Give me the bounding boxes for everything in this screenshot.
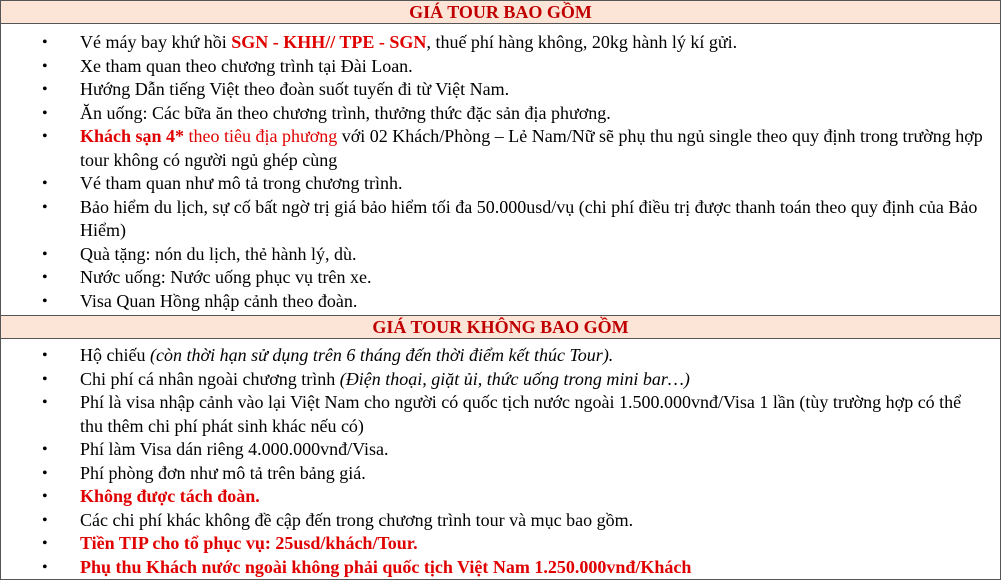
included-item-text: Xe tham quan theo chương trình tại Đài Loan. (80, 55, 413, 76)
bullet-icon: • (42, 347, 48, 364)
bullet-icon: • (42, 535, 48, 552)
bullet-icon: • (42, 488, 48, 505)
included-section (0, 24, 1001, 315)
included-item-text: Nước uống: Nước uống phục vụ trên xe. (80, 267, 372, 287)
included-item-text: Vé tham quan như mô tả trong chương trình. (80, 173, 403, 193)
excluded-item-text: Các chi phí khác không đề cập đến trong chương trình tour và mục bao gồm. (80, 509, 634, 530)
included-item (1, 172, 1000, 196)
excluded-item (1, 438, 1000, 462)
included-item-text: Hướng Dẫn tiếng Việt theo đoàn suốt tuyến đi từ Việt Nam. (80, 79, 510, 99)
included-title: GIÁ TOUR BAO GỒM (409, 1, 592, 22)
excluded-item (1, 462, 1000, 486)
excluded-item-text: Chi phí cá nhân ngoài chương trình (80, 368, 340, 389)
bullet-icon: • (42, 292, 48, 310)
bullet-icon: • (42, 175, 48, 192)
excluded-item (1, 368, 1000, 392)
excluded-item (1, 391, 1000, 438)
bullet-icon: • (42, 511, 48, 529)
excluded-section (0, 339, 1001, 580)
excluded-item (1, 344, 1000, 368)
excluded-item-text: Phí phòng đơn như mô tả trên bảng giá. (80, 462, 366, 483)
excluded-item (1, 485, 1000, 509)
included-item (1, 243, 1000, 267)
excluded-item-text: Phí làm Visa dán riêng 4.000.000vnđ/Visa. (80, 439, 389, 459)
included-item-text: với 02 Khách/Phòng – Lẻ Nam/Nữ sẽ phụ thu ngủ single theo quy định trong trường hợp tour không có người ngủ ghép cùng (80, 126, 983, 170)
included-header (0, 0, 1001, 24)
excluded-item (1, 532, 1000, 556)
excluded-item-text: Hộ chiếu (80, 345, 150, 365)
excluded-item-text: Tiền TIP cho tổ phục vụ: 25usd/khách/Tour. (80, 533, 418, 553)
bullet-icon: • (42, 394, 48, 411)
included-item (1, 102, 1000, 126)
included-item (1, 78, 1000, 102)
included-item-text: Khách sạn 4* (80, 126, 185, 146)
excluded-item-text: Phí là visa nhập cảnh vào lại Việt Nam cho người có quốc tịch nước ngoài 1.500.000vnđ/Visa 1 lần (tùy trường hợp có thể thu thêm chi phí phát sinh khác nếu có) (80, 392, 962, 436)
included-item-text: , thuế phí hàng không, 20kg hành lý kí gửi. (426, 32, 738, 52)
included-item (1, 125, 1000, 172)
bullet-icon: • (42, 370, 48, 388)
bullet-icon: • (42, 245, 48, 263)
included-item (1, 266, 1000, 290)
bullet-icon: • (42, 441, 48, 458)
excluded-item-text: (còn thời hạn sử dụng trên 6 tháng đến thời điểm kết thúc Tour). (149, 345, 614, 365)
included-item-text: Quà tặng: nón du lịch, thẻ hành lý, dù. (80, 243, 357, 264)
included-list (1, 31, 1000, 313)
excluded-header (0, 315, 1001, 339)
excluded-title: GIÁ TOUR KHÔNG BAO GỒM (372, 316, 629, 337)
bullet-icon: • (42, 34, 48, 51)
bullet-icon: • (42, 81, 48, 98)
included-item-text: Vé máy bay khứ hồi (80, 32, 232, 52)
bullet-icon: • (42, 269, 48, 286)
bullet-icon: • (42, 128, 48, 145)
included-item (1, 196, 1000, 243)
included-item-text: Bảo hiểm du lịch, sự cố bất ngờ trị giá bảo hiểm tối đa 50.000usd/vụ (chi phí điều trị được thanh toán theo quy định của Bảo Hiểm) (80, 196, 978, 240)
excluded-item-text: (Điện thoại, giặt ủi, thức uống trong mini bar…) (339, 368, 690, 389)
excluded-item (1, 509, 1000, 533)
bullet-icon: • (42, 104, 48, 122)
bullet-icon: • (42, 464, 48, 482)
included-item-text: Ăn uống: Các bữa ăn theo chương trình, thưởng thức đặc sản địa phương. (80, 102, 611, 123)
included-item-text: Visa Quan Hồng nhập cảnh theo đoàn. (80, 290, 358, 311)
bullet-icon: • (42, 558, 48, 576)
included-item-text: SGN - KHH// TPE - SGN (231, 32, 427, 52)
bullet-icon: • (42, 57, 48, 75)
included-item (1, 31, 1000, 55)
included-item-text: theo tiêu địa phương (184, 126, 338, 146)
excluded-list (1, 344, 1000, 579)
bullet-icon: • (42, 198, 48, 216)
excluded-item-text: Không được tách đoàn. (80, 486, 260, 506)
excluded-item-text: Phụ thu Khách nước ngoài không phải quốc tịch Việt Nam 1.250.000vnđ/Khách (80, 556, 692, 577)
included-item (1, 55, 1000, 79)
included-item (1, 290, 1000, 314)
excluded-item (1, 556, 1000, 580)
